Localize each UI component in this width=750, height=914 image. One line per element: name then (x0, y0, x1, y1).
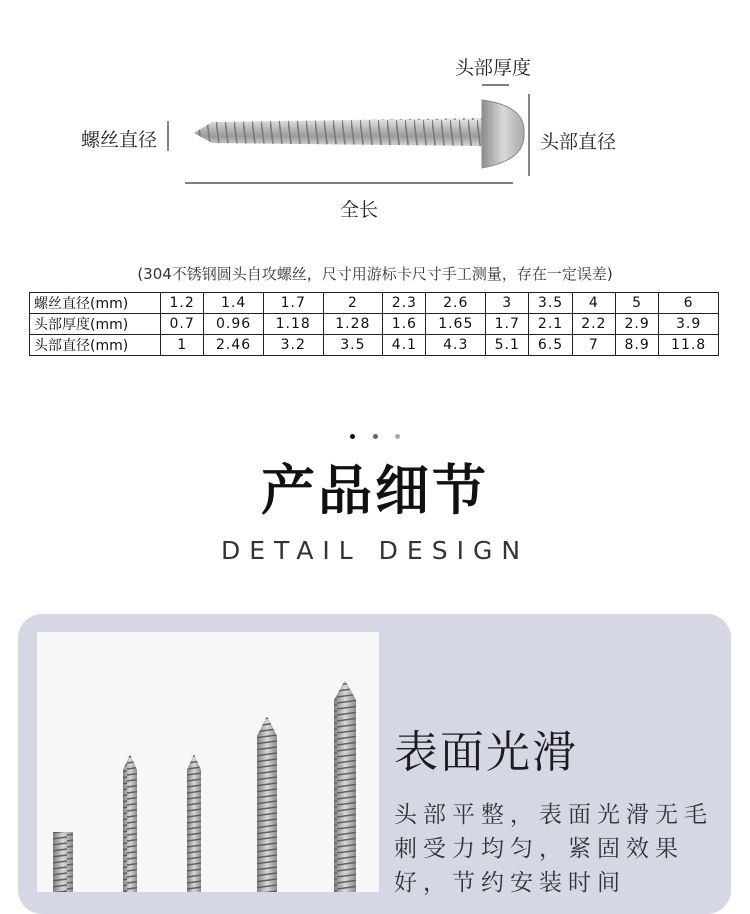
spec-cell: 1.28 (323, 314, 383, 335)
dot-3 (395, 434, 400, 439)
spec-cell: 1.6 (383, 314, 426, 335)
spec-cell: 3.9 (659, 314, 719, 335)
spec-cell: 5 (615, 293, 658, 314)
section-title: 产品细节 (261, 459, 489, 522)
spec-cell: 6.5 (529, 335, 572, 356)
spec-cell: 2.9 (615, 314, 658, 335)
spec-cell: 1.65 (426, 314, 486, 335)
spec-cell: 2.6 (426, 293, 486, 314)
spec-cell: 1.2 (161, 293, 204, 314)
spec-row-label: 头部直径(mm) (30, 335, 161, 356)
spec-row-label: 螺丝直径(mm) (30, 293, 161, 314)
spec-row (30, 314, 719, 335)
spec-cell: 7 (572, 335, 615, 356)
spec-cell: 4.1 (383, 335, 426, 356)
dot-2 (373, 434, 378, 439)
head-diameter-label: 头部直径 (540, 131, 617, 153)
spec-cell: 1 (161, 335, 204, 356)
spec-cell: 11.8 (659, 335, 719, 356)
head-thickness-label: 头部厚度 (455, 57, 532, 79)
spec-row (30, 335, 719, 356)
section-dots (0, 424, 750, 443)
spec-cell: 4.3 (426, 335, 486, 356)
spec-cell: 3.2 (263, 335, 323, 356)
spec-cell: 1.18 (263, 314, 323, 335)
spec-cell: 1.7 (486, 314, 529, 335)
spec-cell: 6 (659, 293, 719, 314)
spec-cell: 2.46 (204, 335, 264, 356)
spec-row (30, 293, 719, 314)
spec-cell: 4 (572, 293, 615, 314)
feature-description: 头部平整，表面光滑无毛刺受力均匀，紧固效果好，节约安装时间 (394, 802, 713, 896)
spec-cell: 3.5 (529, 293, 572, 314)
spec-cell: 3 (486, 293, 529, 314)
dot-1 (350, 434, 355, 439)
spec-cell: 5.1 (486, 335, 529, 356)
spec-cell: 8.9 (615, 335, 658, 356)
spec-cell: 3.5 (323, 335, 383, 356)
spec-row-label: 头部厚度(mm) (30, 314, 161, 335)
screw-diagram (0, 40, 750, 230)
spec-cell: 2 (323, 293, 383, 314)
total-length-label: 全长 (340, 199, 379, 221)
spec-cell: 2.1 (529, 314, 572, 335)
spec-cell: 2.3 (383, 293, 426, 314)
spec-cell: 1.7 (263, 293, 323, 314)
feature-title: 表面光滑 (394, 727, 578, 778)
screws-illustration (37, 632, 379, 892)
spec-table (29, 292, 719, 356)
table-caption: (304不锈钢圆头自攻螺丝，尺寸用游标卡尺寸手工测量，存在一定误差) (137, 265, 613, 283)
section-subtitle: DETAIL DESIGN (220, 536, 530, 565)
thread-diameter-label: 螺丝直径 (81, 129, 158, 151)
spec-cell: 0.96 (204, 314, 264, 335)
screws-photo (37, 632, 379, 892)
spec-cell: 2.2 (572, 314, 615, 335)
spec-cell: 1.4 (204, 293, 264, 314)
spec-cell: 0.7 (161, 314, 204, 335)
